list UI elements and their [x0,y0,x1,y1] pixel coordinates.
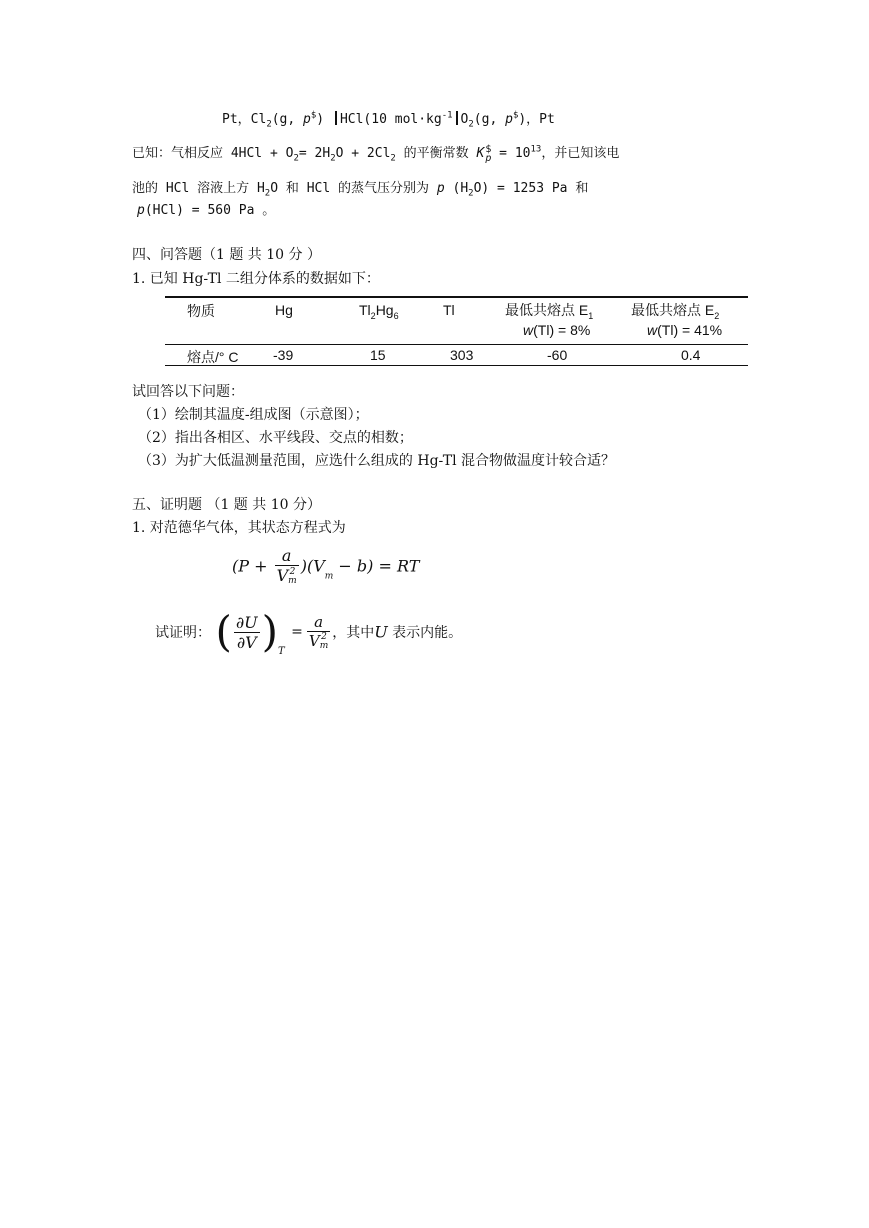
molar-subscript: m [288,575,297,586]
known-text: 池的 HCl 溶液上方 H [132,181,265,196]
van-der-waals-equation [232,546,419,586]
molar-subscript: m [324,571,334,582]
known-text: 的平衡常数 [395,146,477,161]
header-text: Tl [359,302,371,318]
known-text: (H [444,181,469,196]
header-hg: Hg [275,302,293,318]
header-text: Hg [375,302,394,318]
known-text: O) = 1253 Pa 和 [473,181,589,196]
left-paren: ( [215,607,232,656]
cell-sub: 2 [468,119,474,130]
header-eutectic-e1 [505,300,593,321]
section-4-heading: 四、问答题（1 题 共 10 分 ） [132,247,321,263]
row-label-melting-point: 熔点/° C [187,349,239,365]
proof-statement [155,607,463,657]
exponent: 2 [321,632,327,642]
constant-temperature-subscript: T [278,646,285,657]
mass-fraction-symbol: w [647,322,658,338]
known-line-1 [132,142,619,164]
standard-symbol: $ [485,143,492,155]
cell-sub: 2 [266,119,272,130]
hg-tl-data-table [165,296,748,366]
known-text: O + 2Cl [335,146,391,161]
cell-text: ) [316,112,325,127]
standard-symbol: $ [512,110,519,121]
equation-text: )(V [300,556,325,576]
fraction-denominator [307,631,330,651]
proof-text: 表示内能。 [387,625,463,641]
melting-point-tl: 303 [450,347,474,363]
internal-energy-symbol: U [374,622,388,642]
table-top-rule [165,296,748,298]
exponent: 2 [289,566,296,577]
known-text: = 10 [491,146,531,161]
phase-boundary [456,111,458,125]
known-text: = 2H [298,146,331,161]
known-text: O 和 HCl 的蒸气压分别为 [270,181,437,196]
cell-sup: -1 [441,110,453,121]
equilibrium-constant-symbol: K [476,146,485,161]
header-sub: 1 [588,310,594,321]
volume-symbol: V [308,632,320,650]
pressure-symbol: p [505,112,513,127]
header-substance: 物质 [187,303,215,319]
cell-text-pt: )，Pt [518,112,555,127]
equation-text: − b) = RT [333,556,420,576]
molar-subscript: m [319,641,329,651]
fraction-numerator: a [314,613,324,631]
equation-text: (P + [232,556,273,576]
standard-symbol: $ [310,110,317,121]
question-item-2: （2）指出各相区、水平线段、交点的相数； [138,430,413,446]
mass-fraction-symbol: w [523,322,534,338]
partial-derivative [234,613,260,652]
fraction-denominator [275,565,299,586]
known-sub: 2 [264,188,271,199]
header-text: 最低共熔点 E [505,302,589,318]
composition-value: (Tl) = 8% [533,322,591,338]
header-sub: 6 [393,310,399,321]
section-5-question-1: 1. 对范德华气体，其状态方程式为 [132,520,346,536]
known-text: (HCl) = 560 Pa 。 [144,203,276,218]
header-eutectic-e2 [631,300,719,321]
a-over-vm2 [275,546,299,586]
equals-sign: = [291,624,303,640]
proof-label: 试证明： [155,625,211,641]
pressure-symbol: p [303,112,311,127]
composition-e1 [523,322,590,338]
melting-point-tl2hg6: 15 [370,347,386,363]
header-sub: 2 [370,310,376,321]
right-paren: ) [261,607,278,656]
known-text: ，并已知该电 [541,146,620,161]
pressure-symbol: p [137,203,145,218]
section-4-question-1: 1. 已知 Hg-Tl 二组分体系的数据如下： [132,271,380,287]
cell-text: (g, [271,112,304,127]
question-item-1: （1）绘制其温度-组成图（示意图）； [138,407,369,423]
known-line-3 [137,199,275,218]
known-sub: 2 [390,153,396,164]
cell-text-o: O [460,112,469,127]
melting-point-hg: -39 [273,347,294,363]
volume-symbol: V [276,566,289,585]
proof-text: ，其中 [332,625,375,641]
cell-text: (g, [473,112,506,127]
exponent: 13 [530,144,542,155]
partial-v: ∂V [234,632,260,652]
phase-boundary [335,111,337,125]
known-sub: 2 [468,188,474,199]
header-tl2hg6 [359,302,399,321]
k-subscript: p [485,152,492,164]
a-over-vm2 [307,613,330,651]
header-sub: 2 [714,310,720,321]
cell-text-hcl: HCl(10 mol·kg [339,112,442,127]
known-sub: 2 [293,153,299,164]
known-text: 已知：气相反应 4HCl + O [132,146,294,161]
composition-value: (Tl) = 41% [657,322,723,338]
table-bottom-rule [165,365,748,366]
composition-e2 [647,322,722,338]
known-line-2 [132,177,588,199]
known-sub: 2 [330,153,336,164]
header-tl: Tl [443,302,455,318]
partial-u: ∂U [235,612,258,632]
cell-notation [222,108,555,130]
header-text: 最低共熔点 E [631,302,715,318]
pressure-symbol: p [436,181,445,196]
fraction-numerator: a [281,546,292,565]
melting-point-e2: 0.4 [681,347,701,363]
answer-intro: 试回答以下问题： [132,384,244,400]
question-item-3: （3）为扩大低温测量范围，应选什么组成的 Hg-Tl 混合物做温度计较合适？ [138,453,616,469]
melting-point-e1: -60 [547,347,568,363]
cell-text-pt-cl: Pt，Cl [222,112,267,127]
table-mid-rule [165,344,748,345]
section-5-heading: 五、证明题 （1 题 共 10 分） [132,497,321,513]
